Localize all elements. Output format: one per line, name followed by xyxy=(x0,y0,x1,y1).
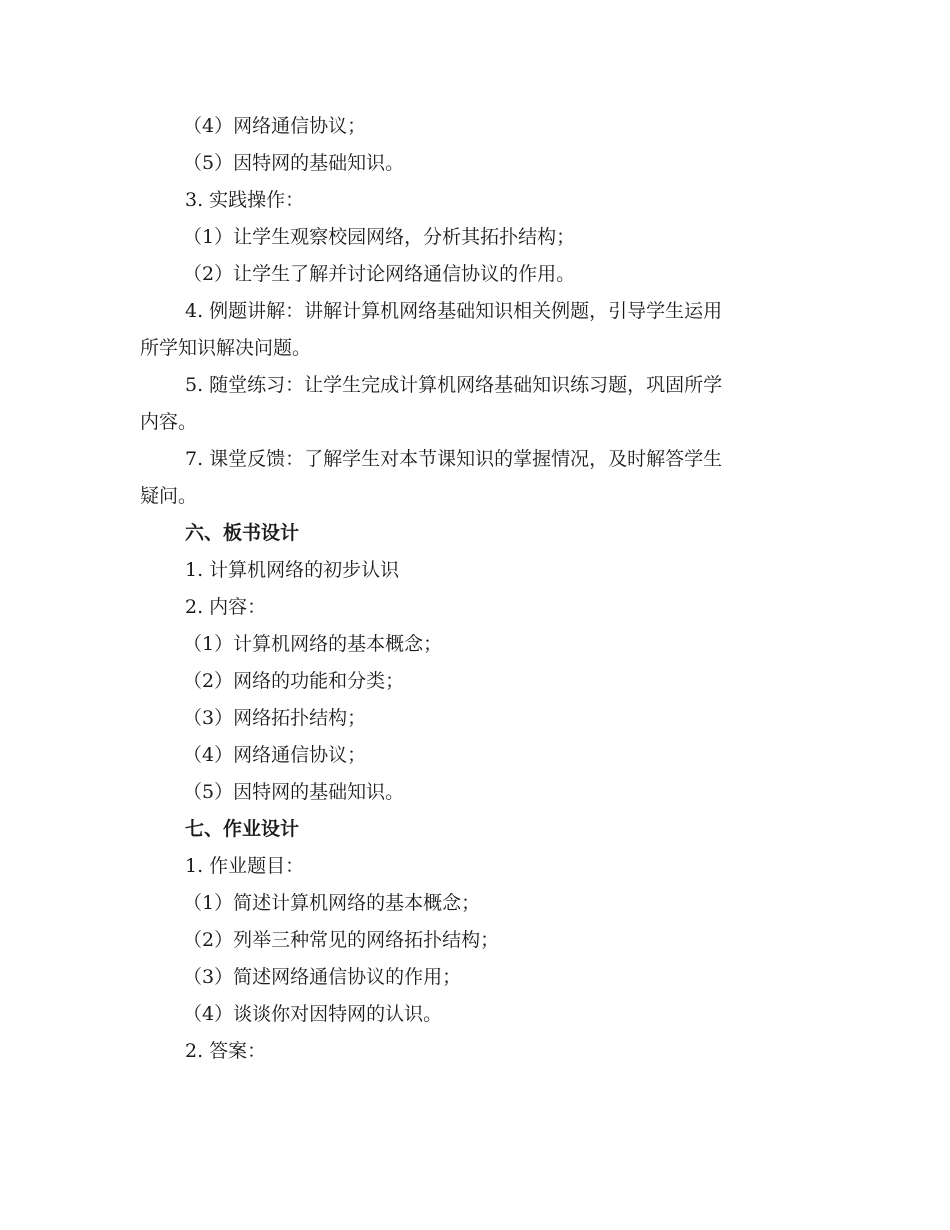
sub-item-line: （1）让学生观察校园网络，分析其拓扑结构； xyxy=(183,226,576,248)
continuation-line: 内容。 xyxy=(140,411,198,433)
continuation-line: 所学知识解决问题。 xyxy=(140,337,312,359)
numbered-item-line: 2. 内容： xyxy=(185,596,267,618)
document-page xyxy=(0,108,950,1070)
numbered-item-line: 1. 作业题目： xyxy=(185,855,305,877)
section-heading: 六、板书设计 xyxy=(185,522,300,544)
sub-item-line: （1）计算机网络的基本概念； xyxy=(183,633,443,655)
section-heading: 七、作业设计 xyxy=(185,818,300,840)
numbered-item-line: 7. 课堂反馈：了解学生对本节课知识的掌握情况，及时解答学生 xyxy=(185,448,723,470)
sub-item-line: （4）网络通信协议； xyxy=(183,744,367,766)
numbered-item-line: 3. 实践操作： xyxy=(185,189,305,211)
continuation-line: 疑问。 xyxy=(140,485,198,507)
numbered-item-line: 1. 计算机网络的初步认识 xyxy=(185,559,400,581)
sub-item-line: （2）网络的功能和分类； xyxy=(183,670,405,692)
sub-item-line: （5）因特网的基础知识。 xyxy=(183,781,405,803)
numbered-item-line: 2. 答案： xyxy=(185,1040,267,1062)
sub-item-line: （2）列举三种常见的网络拓扑结构； xyxy=(183,929,500,951)
sub-item-line: （3）简述网络通信协议的作用； xyxy=(183,966,462,988)
sub-item-line: （4）网络通信协议； xyxy=(183,115,367,137)
sub-item-line: （2）让学生了解并讨论网络通信协议的作用。 xyxy=(183,263,576,285)
sub-item-line: （5）因特网的基础知识。 xyxy=(183,152,405,174)
sub-item-line: （1）简述计算机网络的基本概念； xyxy=(183,892,481,914)
sub-item-line: （3）网络拓扑结构； xyxy=(183,707,367,729)
sub-item-line: （4）谈谈你对因特网的认识。 xyxy=(183,1003,443,1025)
numbered-item-line: 5. 随堂练习：让学生完成计算机网络基础知识练习题，巩固所学 xyxy=(185,374,723,396)
numbered-item-line: 4. 例题讲解：讲解计算机网络基础知识相关例题，引导学生运用 xyxy=(185,300,723,322)
